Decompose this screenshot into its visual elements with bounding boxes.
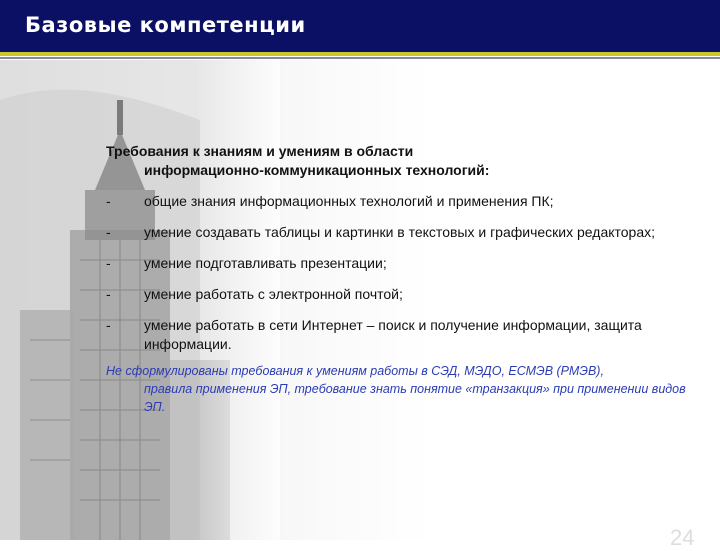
list-item (106, 192, 686, 211)
note-line-1: Не сформулированы требования к умениям работы в СЭД, МЭДО, ЕСМЭВ (РМЭВ), (106, 364, 604, 378)
slide-body (106, 142, 686, 416)
list-item-text: общие знания информационных технологий и применения ПК; (144, 193, 554, 209)
list-item (106, 316, 686, 354)
heading-line-2: информационно-коммуникационных технологий: (144, 162, 490, 178)
requirements-heading (106, 142, 686, 180)
divider-line (0, 57, 720, 59)
bullet-dash: - (106, 317, 111, 333)
bullet-dash: - (106, 255, 111, 271)
list-item (106, 254, 686, 273)
note-text (106, 362, 686, 416)
note-continuation: правила применения ЭП, требование знать понятие «транзакция» при применении видов ЭП. (144, 382, 686, 414)
bullet-dash: - (106, 286, 111, 302)
list-item-text: умение подготавливать презентации; (144, 255, 387, 271)
title-bar (0, 0, 720, 52)
bullet-dash: - (106, 224, 111, 240)
accent-stripe (0, 52, 720, 56)
list-item (106, 285, 686, 304)
list-item-text: умение работать в сети Интернет – поиск и получение информации, защита информации. (144, 317, 642, 352)
heading-line-1: Требования к знаниям и умениям в области (106, 143, 414, 159)
bullet-dash: - (106, 193, 111, 209)
page-number: 24 (670, 525, 695, 550)
list-item-text: умение создавать таблицы и картинки в текстовых и графических редакторах; (144, 224, 656, 240)
list-item-text: умение работать с электронной почтой; (144, 286, 403, 302)
slide-title: Базовые компетенции (25, 13, 306, 37)
list-item (106, 223, 686, 242)
